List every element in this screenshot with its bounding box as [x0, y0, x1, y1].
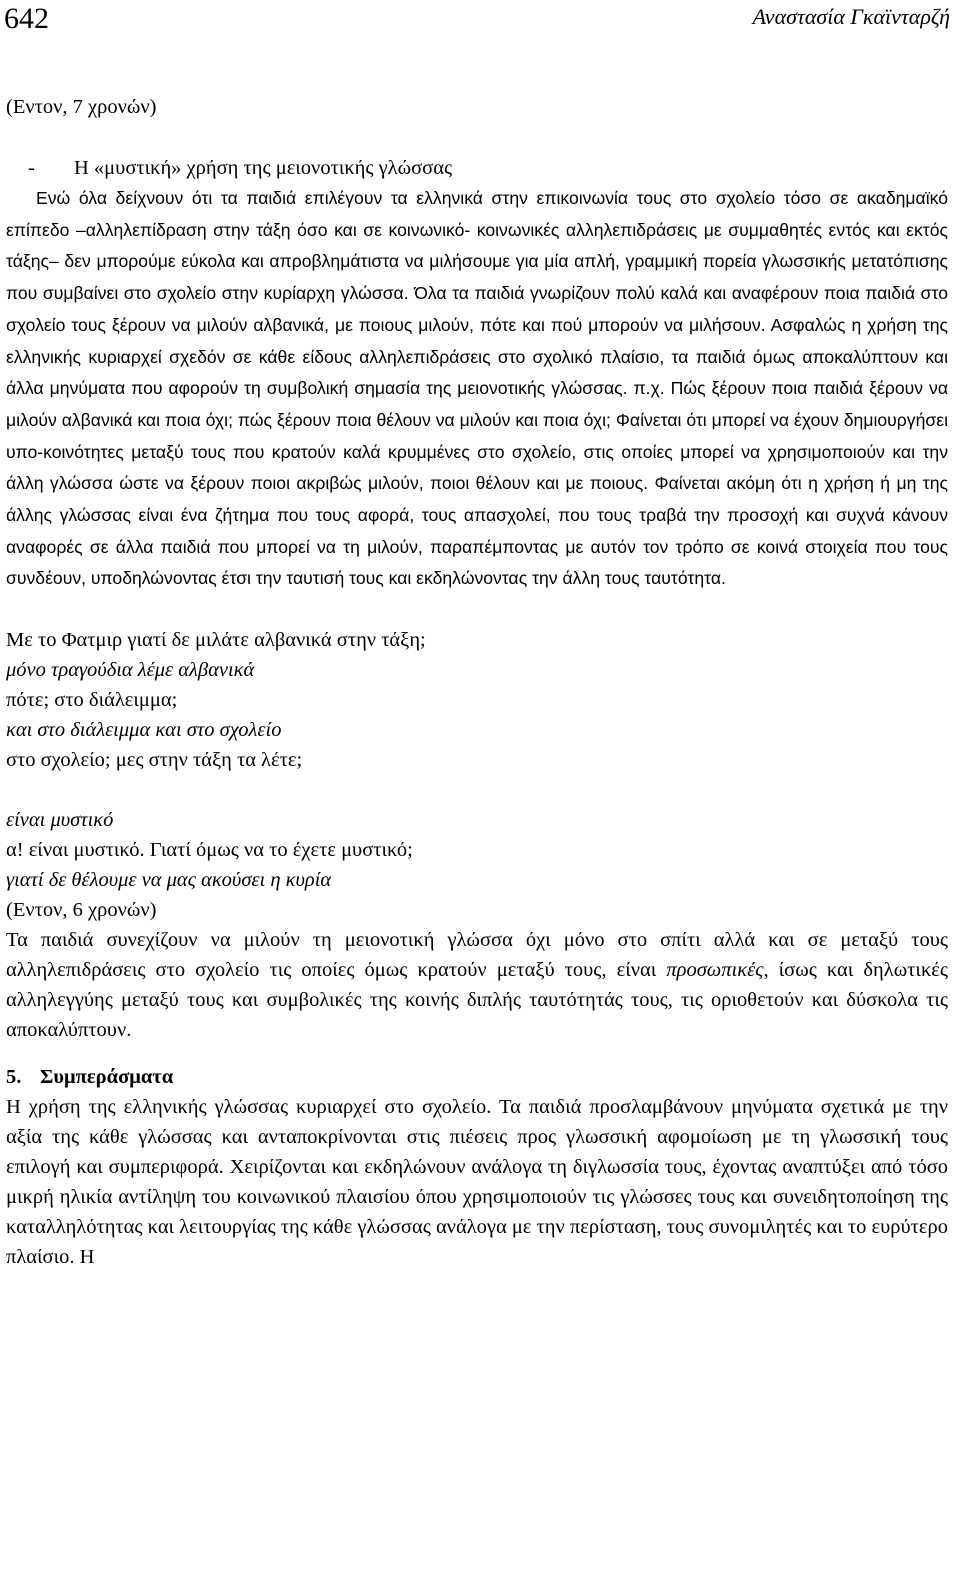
page-header [4, 2, 950, 42]
section-title: Συμπεράσματα [40, 1066, 174, 1089]
section-number: 5. [6, 1066, 22, 1089]
blank-line [6, 595, 948, 625]
page-number: 642 [4, 2, 49, 35]
dialogue-blank-line [6, 775, 948, 805]
dialogue-line-reply: μόνο τραγούδια λέμε αλβανικά [6, 659, 255, 682]
running-head-author: Αναστασία Γκαϊνταρζή [752, 4, 950, 29]
dialogue-line: πότε; στο διάλειμμα; [6, 689, 178, 712]
body-paragraph-main [6, 183, 948, 595]
page-body [6, 92, 948, 1272]
dialogue-line-reply: και στο διάλειμμα και στο σχολείο [6, 719, 282, 742]
speaker-attribution: (Εντον, 6 χρονών) [6, 899, 157, 922]
dialogue-line-reply: γιατί δε θέλουμε να μας ακούσει η κυρία [6, 869, 332, 892]
body-paragraph-conclusion: Η χρήση της ελληνικής γλώσσας κυριαρχεί στο σχολείο. Τα παιδιά προσλαμβάνουν μηνύματα σχετικά με την αξία της κάθε γλώσσας και ανταποκρίνονται στις πιέσεις προς γλωσσική αφομοίωση με τη γλωσσική τους επιλογή και συμπεριφορά. Χειρίζονται και εκδηλώνουν ανάλογα τη διγλωσσία τους, έχοντας αναπτύξει από τόσο μικρή ηλικία αντίληψη του κοινωνικού πλαισίου όπου χρησιμοποιούν τις γλώσσες τους και συνειδητοποίηση της καταλληλότητας και λειτουργίας της κάθε γλώσσας ανάλογα με την περίσταση, τους συνομιλητές και το ευρύτερο πλαίσιο. Η [6, 1096, 948, 1269]
body-paragraph-children [6, 925, 948, 1045]
subsection-heading [6, 153, 948, 183]
dialogue-line-reply: είναι μυστικό [6, 809, 114, 832]
interview-dialogue [6, 625, 948, 895]
dialogue-line: στο σχολείο; μες στην τάξη τα λέτε; [6, 749, 303, 772]
emphasized-word: προσωπικές [666, 959, 764, 982]
paragraph-sentence: Ενώ όλα δείχνουν ότι τα παιδιά επιλέγουν τα ελληνικά στην επικοινωνία τους στο σχολείο τόσο σε ακαδημαϊκό επίπεδο –αλληλεπίδραση στην τάξη όσο και σε κοινωνικό- κοινωνικές αλληλεπιδράσεις με συμμαθητές εντός και εκτός τάξης– δεν μπορούμε εύκολα και απροβλημάτιστα να μιλήσουμε για μία απλή, γραμμική πορεία γλωσσικής μετατόπισης που συμβαίνει στο σχολείο στην κυρίαρχη γλώσσα. [6, 188, 948, 304]
speaker-attribution: (Εντον, 7 χρονών) [6, 96, 157, 118]
paragraph-text: Τα παιδιά συνεχίζουν να μιλούν τη μειονοτική γλώσσα όχι μόνο στο σπίτι αλλά και σε μεταξύ τους αλληλεπιδράσεις στο σχολείο τις οποίες όμως κρατούν μεταξύ τους, είναι [6, 929, 948, 982]
section-heading [6, 1062, 948, 1092]
dialogue-line: Με το Φατμιρ γιατί δε μιλάτε αλβανικά στην τάξη; [6, 629, 426, 652]
subsection-title: Η «μυστική» χρήση της μειονοτικής γλώσσας [74, 157, 453, 179]
paragraph-text: , ίσως και δηλωτικές αλληλεγγύης μεταξύ τους και συμβολικές της κοινής διπλής ταυτότητάς τους, τις οριοθετούν και δύσκολα τις αποκαλύπτουν. [6, 959, 948, 1042]
dialogue-line: α! είναι μυστικό. Γιατί όμως να το έχετε μυστικό; [6, 839, 413, 862]
paragraph-sentence: Όλα τα παιδιά γνωρίζουν πολύ καλά και αναφέρουν ποια παιδιά στο σχολείο τους ξέρουν να μιλούν αλβανικά, με ποιους μιλούν, πότε και πού μπορούν να μιλήσουν. [6, 283, 948, 335]
paragraph-sentence: Πώς ξέρουν ποια παιδιά ξέρουν να μιλούν αλβανικά και ποια όχι; πώς ξέρουν ποια θέλουν να μιλούν και ποια όχι; Φαίνεται ότι μπορεί να έχουν δημιουργήσει υπο-κοινότητες μεταξύ τους που κρατούν καλά κρυμμένες στο σχολείο, στις οποίες μπορεί να χρησιμοποιούν και την άλλη γλώσσα ώστε να ξέρουν ποιοι ακριβώς μιλούν, ποιοι θέλουν και με ποιους. Φαίνεται ακόμη ότι η χρήση ή μη της άλλης γλώσσας είναι ένα ζήτημα που τους αφορά, τους απασχολεί, που τους τραβά την προσοχή και συχνά κάνουν αναφορές σε άλλα παιδιά που μπορεί να τη μιλούν, παραπέμποντας με αυτόν τον τρόπο σε κοινά στοιχεία που τους συνδέουν, υποδηλώνοντας έτσι την ταυτισή τους και εκδηλώνοντας την άλλη τους ταυτότητα. [6, 378, 948, 589]
subsection-dash: - [28, 157, 35, 179]
paragraph-sentence: Ασφαλώς η χρήση της ελληνικής κυριαρχεί σχεδόν σε κάθε είδους αλληλεπιδράσεις στο σχολικό πλαίσιο, τα παιδιά όμως αποκαλύπτουν και άλλα μηνύματα που αφορούν τη συμβολική σημασία της μειονοτικής γλώσσας. π.χ. [6, 314, 949, 399]
